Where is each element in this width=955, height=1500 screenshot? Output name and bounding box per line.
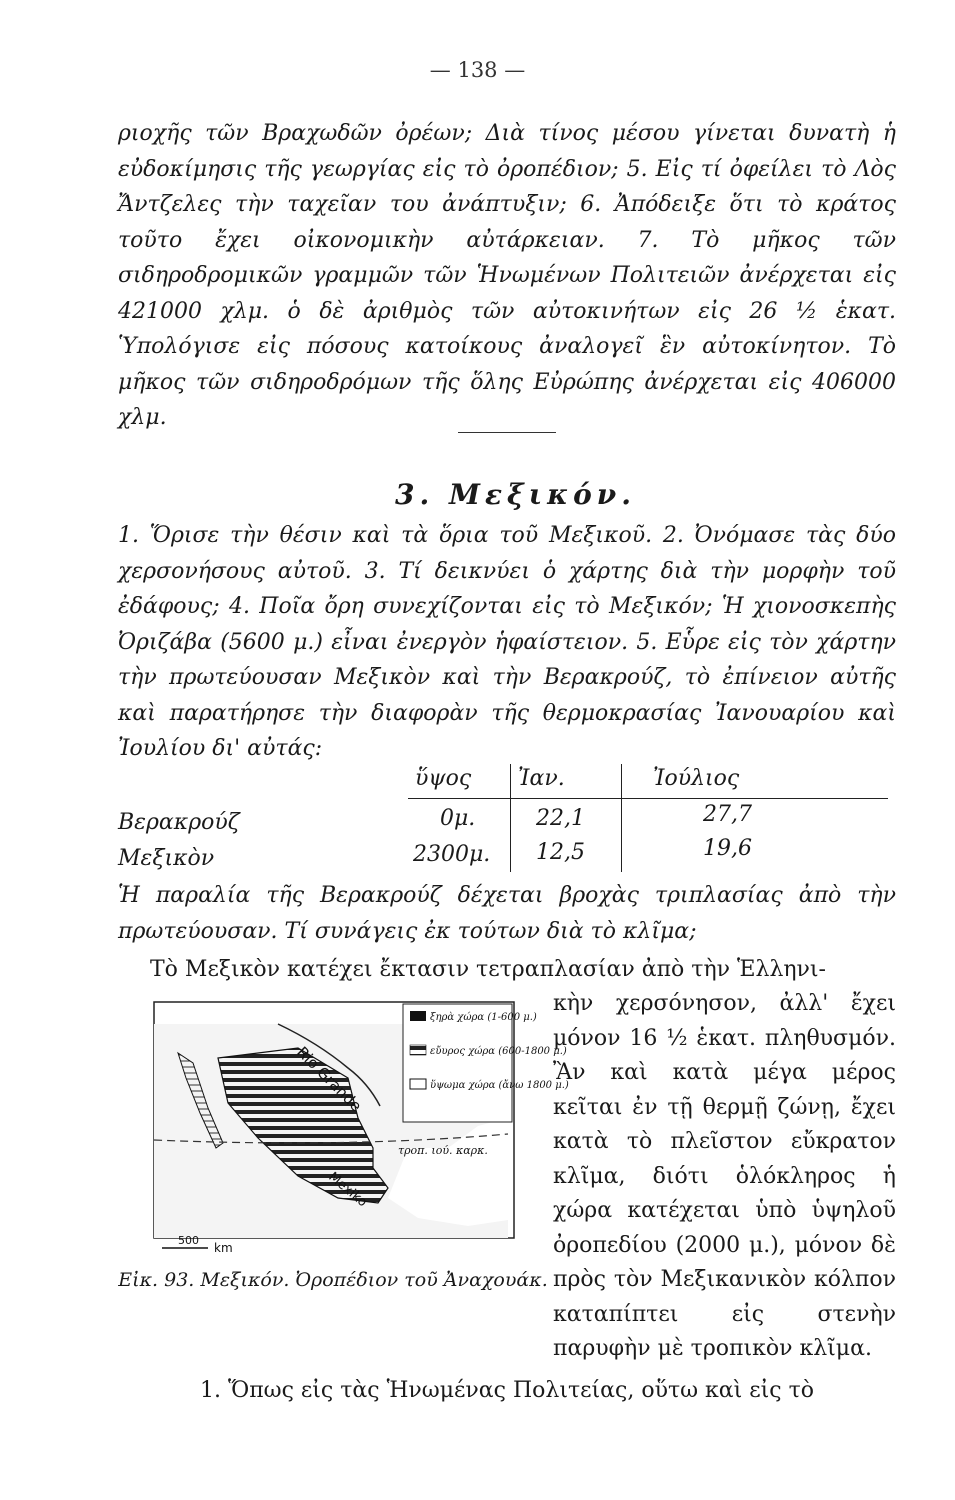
scale-unit: km <box>214 1241 233 1255</box>
row-altitude: 2300μ. <box>413 842 491 867</box>
row-july: 27,7 <box>703 802 752 827</box>
legend-item: ὕψωμα χώρα (ἄνω 1800 μ.) <box>430 1080 569 1091</box>
river-label: Rio Grande <box>293 1043 366 1116</box>
figure-caption: Εἰκ. 93. Μεξικόν. Ὀροπέδιον τοῦ Ἀναχουάκ. <box>118 1269 548 1291</box>
temperature-table <box>118 760 898 876</box>
legend-item: ξηρὰ χώρα (1-600 μ.) <box>430 1012 537 1023</box>
header-july: Ἰούλιος <box>653 766 740 791</box>
header-altitude: ὕψος <box>415 766 472 791</box>
row-january: 12,5 <box>536 840 585 865</box>
legend-swatch <box>410 1045 426 1055</box>
scale-label: 500 <box>178 1234 199 1247</box>
footnote: 1. Ὅπως εἰς τὰς Ἡνωμένας Πολιτείας, οὕτω καὶ εἰς τὸ <box>200 1378 815 1403</box>
row-name: Μεξικὸν <box>118 846 215 871</box>
table-header-line <box>408 798 888 799</box>
exercise-paragraph-2: 1. Ὅρισε τὴν θέσιν καὶ τὰ ὅρια τοῦ Μεξικοῦ. 2. Ὀνόμασε τὰς δύο χερσονήσους αὐτοῦ. 3. Τί δεικνύει ὁ χάρτης διὰ τὴν μορφὴν τοῦ ἐδάφους; 4. Ποῖα ὄρη συνεχίζονται εἰς τὸ Μεξικόν; Ἡ χιονοσκεπὴς Ὀριζάβα (5600 μ.) εἶναι ἐνεργὸν ἡφαίστειον. 5. Εὗρε εἰς τὸν χάρτην τὴν πρωτεύουσαν Μεξικὸν καὶ τὴν Βερακρούζ, τὸ ἐπίνειον αὐτῆς καὶ παρατήρησε τὴν διαφορὰν τῆς θερμοκρασίας Ἰανουαρίου καὶ Ἰουλίου δι' αὐτάς: <box>118 523 896 761</box>
city-label: Mexiko <box>325 1169 370 1211</box>
exercise-paragraph-3: Ἡ παραλία τῆς Βερακρούζ δέχεται βροχὰς τριπλασίας ἀπὸ τὴν πρωτεύουσαν. Τί συνάγεις ἐκ τούτων διὰ τὸ κλῖμα; <box>118 883 896 944</box>
table-divider <box>510 764 511 872</box>
header-january: Ἰαν. <box>518 766 565 791</box>
body-paragraph-wrapped: κὴν χερσόνησον, ἀλλ' ἔχει μόνον 16 ½ ἑκατ. πληθυσμόν. Ἂν καὶ κατὰ μέγα μέρος κεῖται ἐν τῇ θερμῇ ζώνῃ, ἔχει κατὰ τὸ πλεῖστον εὔκρατον κλῖμα, διότι ὁλόκληρος ἡ χώρα κατέχεται ὑπὸ ὑψηλοῦ ὀροπεδίου (2000 μ.), μόνον δὲ πρὸς τὸν Μεξικανικὸν κόλπον καταπίπτει εἰς στενὴν παρυφὴν μὲ τροπικὸν κλῖμα. <box>553 991 896 1361</box>
section-divider <box>458 432 556 433</box>
row-july: 19,6 <box>703 836 752 861</box>
legend-swatch <box>410 1079 426 1089</box>
row-altitude: 0μ. <box>440 806 476 831</box>
legend-swatch <box>410 1011 426 1021</box>
body-paragraph-first-line: Τὸ Μεξικὸν κατέχει ἔκτασιν τετραπλασίαν ἀπὸ τὴν Ἑλληνι- <box>150 957 826 982</box>
tropic-label: τροπ. ιού. καρκ. <box>398 1144 488 1157</box>
row-name: Βερακρούζ <box>118 810 240 835</box>
section-title: 3. Μεξικόν. <box>395 478 636 511</box>
legend-item: εὔυρος χώρα (600-1800 μ.) <box>430 1046 567 1057</box>
row-january: 22,1 <box>536 806 585 831</box>
table-divider <box>621 764 622 872</box>
exercise-paragraph-1: ριοχῆς τῶν Βραχωδῶν ὀρέων; Διὰ τίνος μέσου γίνεται δυνατὴ ἡ εὐδοκίμησις τῆς γεωργίας εἰς τὸ ὀροπέδιον; 5. Εἰς τί ὀφείλει τὸ Λὸς Ἄντζελες τὴν ταχεῖαν του ἀνάπτυξιν; 6. Ἀπόδειξε ὅτι τὸ κράτος τοῦτο ἔχει οἰκονομικὴν αὐτάρκειαν. 7. Τὸ μῆκος τῶν σιδηροδρομικῶν γραμμῶν τῶν Ἡνωμένων Πολιτειῶν ἀνέρχεται εἰς 421000 χλμ. ὁ δὲ ἀριθμὸς τῶν αὐτοκινήτων εἰς 26 ½ ἑκατ. Ὑπολόγισε εἰς πόσους κατοίκους ἀναλογεῖ ἓν αὐτοκίνητον. Τὸ μῆκος τῶν σιδηροδρόμων τῆς ὅλης Εὐρώπης ἀνέρχεται εἰς 406000 χλμ. <box>118 121 896 430</box>
mexico-map <box>148 998 569 1260</box>
page-number: — 138 — <box>429 58 526 82</box>
